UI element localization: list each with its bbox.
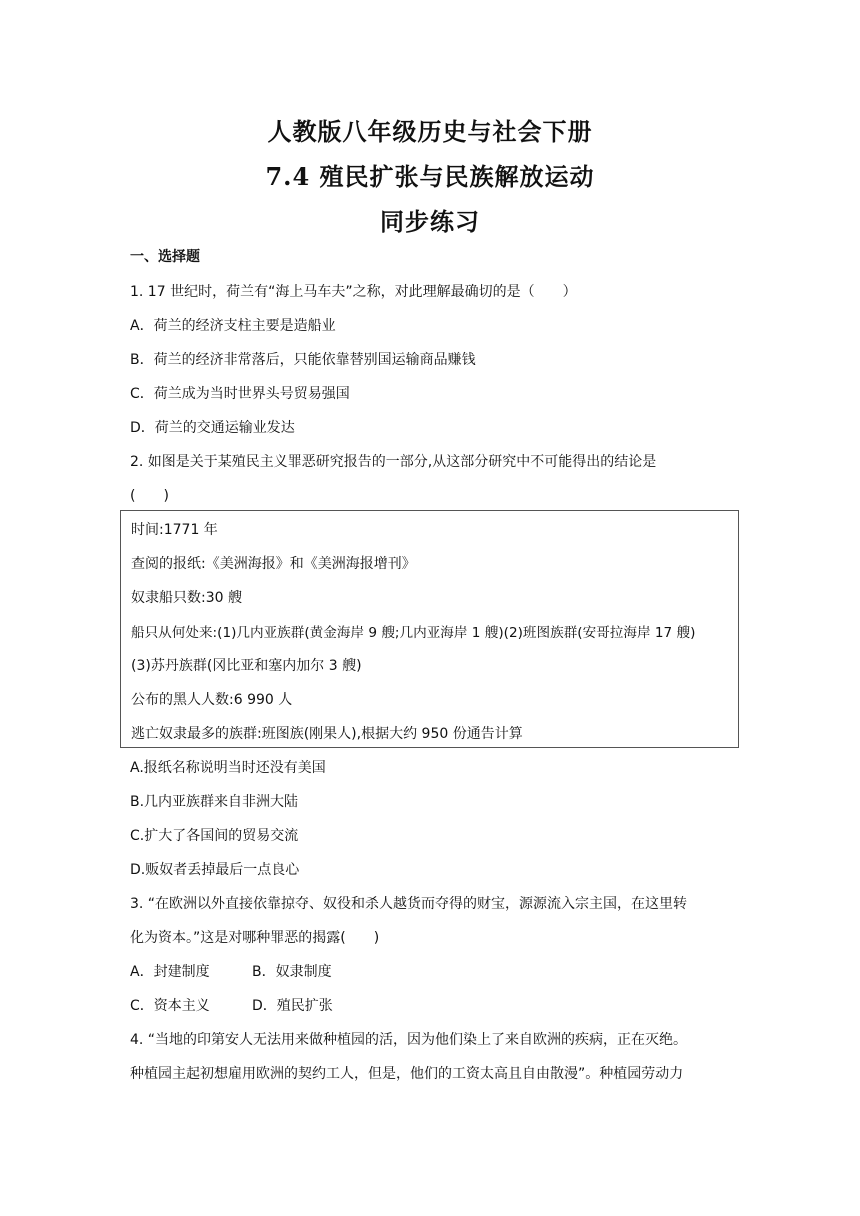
report-line: 逃亡奴隶最多的族群:班图族(刚果人),根据大约 950 份通告计算 xyxy=(131,726,523,742)
report-line: 船只从何处来:(1)几内亚族群(黄金海岸 9 艘;几内亚海岸 1 艘)(2)班图族群(安哥拉海岸 17 艘) xyxy=(131,625,696,641)
question-2-stem-cont: ( ) xyxy=(130,488,169,504)
section-heading: 一、选择题 xyxy=(130,249,200,265)
report-line: 时间:1771 年 xyxy=(131,522,218,538)
question-3-options-row-2 xyxy=(130,995,530,1015)
question-1-option-c: C．荷兰成为当时世界头号贸易强国 xyxy=(130,386,350,402)
question-3-option-c: C．资本主义 xyxy=(130,998,210,1014)
question-3-option-b: B．奴隶制度 xyxy=(252,964,332,980)
lesson-title: 7.4 殖民扩张与民族解放运动 xyxy=(265,162,595,191)
question-1-option-d: D．荷兰的交通运输业发达 xyxy=(130,420,295,436)
report-line: (3)苏丹族群(冈比亚和塞内加尔 3 艘) xyxy=(131,658,362,674)
question-3-option-a: A．封建制度 xyxy=(130,964,210,980)
document-title: 人教版八年级历史与社会下册 xyxy=(267,117,593,146)
question-2-option-b: B.几内亚族群来自非洲大陆 xyxy=(130,794,299,810)
question-3-stem-cont: 化为资本。”这是对哪种罪恶的揭露( ) xyxy=(130,930,380,946)
report-line: 奴隶船只数:30 艘 xyxy=(131,590,242,606)
question-2-option-c: C.扩大了各国间的贸易交流 xyxy=(130,828,299,844)
report-line: 公布的黑人人数:6 990 人 xyxy=(131,692,293,708)
question-3-stem: 3. “在欧洲以外直接依靠掠夺、奴役和杀人越货而夺得的财宝，源源流入宗主国，在这里转 xyxy=(130,896,688,912)
report-line: 查阅的报纸:《美洲海报》和《美洲海报增刊》 xyxy=(131,556,416,572)
question-3-option-d: D．殖民扩张 xyxy=(252,998,333,1014)
question-2-stem: 2. 如图是关于某殖民主义罪恶研究报告的一部分,从这部分研究中不可能得出的结论是 xyxy=(130,454,657,470)
question-2-option-d: D.贩奴者丢掉最后一点良心 xyxy=(130,862,300,878)
exercise-subtitle: 同步练习 xyxy=(380,207,480,236)
report-excerpt-box xyxy=(120,510,739,748)
question-2-option-a: A.报纸名称说明当时还没有美国 xyxy=(130,760,326,776)
question-4-stem-cont: 种植园主起初想雇用欧洲的契约工人，但是，他们的工资太高且自由散漫”。种植园劳动力 xyxy=(130,1066,684,1082)
question-3-options-row-1 xyxy=(130,961,530,981)
question-1-option-a: A．荷兰的经济支柱主要是造船业 xyxy=(130,318,336,334)
question-1-option-b: B．荷兰的经济非常落后，只能依靠替别国运输商品赚钱 xyxy=(130,352,476,368)
question-1-stem: 1. 17 世纪时，荷兰有“海上马车夫”之称，对此理解最确切的是（ ） xyxy=(130,284,577,300)
question-4-stem: 4. “当地的印第安人无法用来做种植园的活，因为他们染上了来自欧洲的疾病，正在灭绝。 xyxy=(130,1032,688,1048)
